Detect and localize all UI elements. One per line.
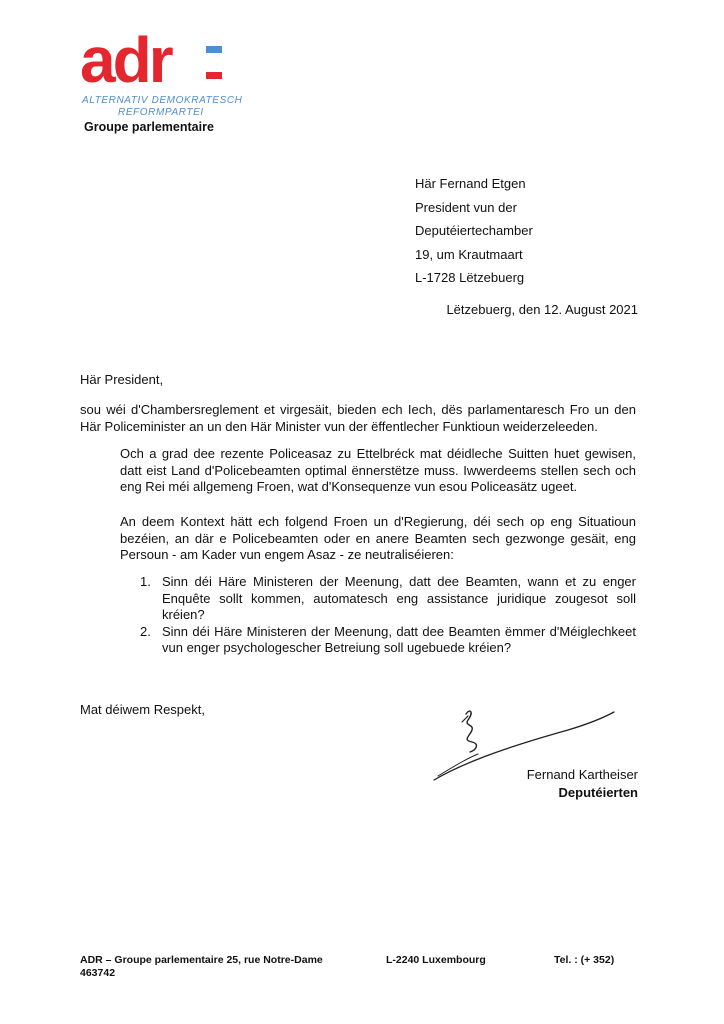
question-number: 1. xyxy=(140,574,151,589)
question-text: Sinn déi Häre Ministeren der Meenung, datt dee Beamten ëmmer d'Méiglechkeet vun enger psychologescher Betreiung soll ugebuede kréien? xyxy=(162,623,636,655)
question-text: Sinn déi Häre Ministeren der Meenung, datt dee Beamten, wann et zu enger Enquête sollt kommen, automatesch eng assistance juridique zougesot soll kréien? xyxy=(162,574,636,622)
logo-blue-dash-top xyxy=(206,46,222,53)
footer-tel: Tel. : (+ 352) xyxy=(554,954,615,966)
group-title: Groupe parlementaire xyxy=(84,120,214,134)
question-item xyxy=(140,624,636,657)
body-paragraph-intro: sou wéi d'Chambersreglement et virgesäit, bieden ech Iech, dës parlamentaresch Fro un den Här Policeminister an un den Här Minister vun der ëffentlecher Funktioun weiderzeleeden. xyxy=(80,402,636,434)
logo-red-dash-bottom xyxy=(206,72,222,79)
adr-logo-mark xyxy=(80,24,230,94)
body-paragraph-questions-intro: An deem Kontext hätt ech folgend Froen un d'Regierung, déi sech op eng Situatioun bezéien, an där e Policebeamten oder en anere Beamten sech gezwonge gesäit, eng Persoun - am Kader vun engem Asaz - ze neutraliséieren: xyxy=(120,514,636,562)
footer-city: L-2240 Luxembourg xyxy=(386,954,486,966)
recipient-line: L-1728 Lëtzebuerg xyxy=(415,270,525,285)
recipient-line: Deputéiertechamber xyxy=(415,223,533,238)
logo-subtitle-line2: REFORMPARTEI xyxy=(118,107,204,118)
question-list xyxy=(140,574,636,657)
date-line: Lëtzebuerg, den 12. August 2021 xyxy=(446,302,638,317)
question-number: 2. xyxy=(140,623,151,639)
question-item xyxy=(140,574,636,624)
recipient-address xyxy=(415,172,533,290)
salutation: Här President, xyxy=(80,372,164,387)
logo-subtitle xyxy=(82,95,242,119)
recipient-line: 19, um Krautmaart xyxy=(415,246,523,262)
body-paragraph-context: Och a grad dee rezente Policeasaz zu Ettelbréck mat déidleche Suitten huet gewisen, datt eist Land d'Policebeamten optimal ënnerstëtze muss. Iwwerdeems stellen sech och eng Rei méi allgemeng Froen, wat d'Konsequenze vun esou Policeasätz ugeet. xyxy=(120,446,636,494)
footer-org-address: ADR – Groupe parlementaire 25, rue Notre-Dame xyxy=(80,954,323,966)
signer-role: Deputéierten xyxy=(558,785,638,800)
closing-line: Mat déiwem Respekt, xyxy=(80,702,205,717)
logo-subtitle-line1: ALTERNATIV DEMOKRATESCH xyxy=(82,95,243,106)
recipient-line: Här Fernand Etgen xyxy=(415,176,526,191)
footer-tel-number: 463742 xyxy=(80,967,116,979)
signer-name: Fernand Kartheiser xyxy=(526,767,638,782)
signer-block xyxy=(527,766,638,802)
recipient-line: President vun der xyxy=(415,199,517,215)
logo-word: adr xyxy=(80,24,171,94)
